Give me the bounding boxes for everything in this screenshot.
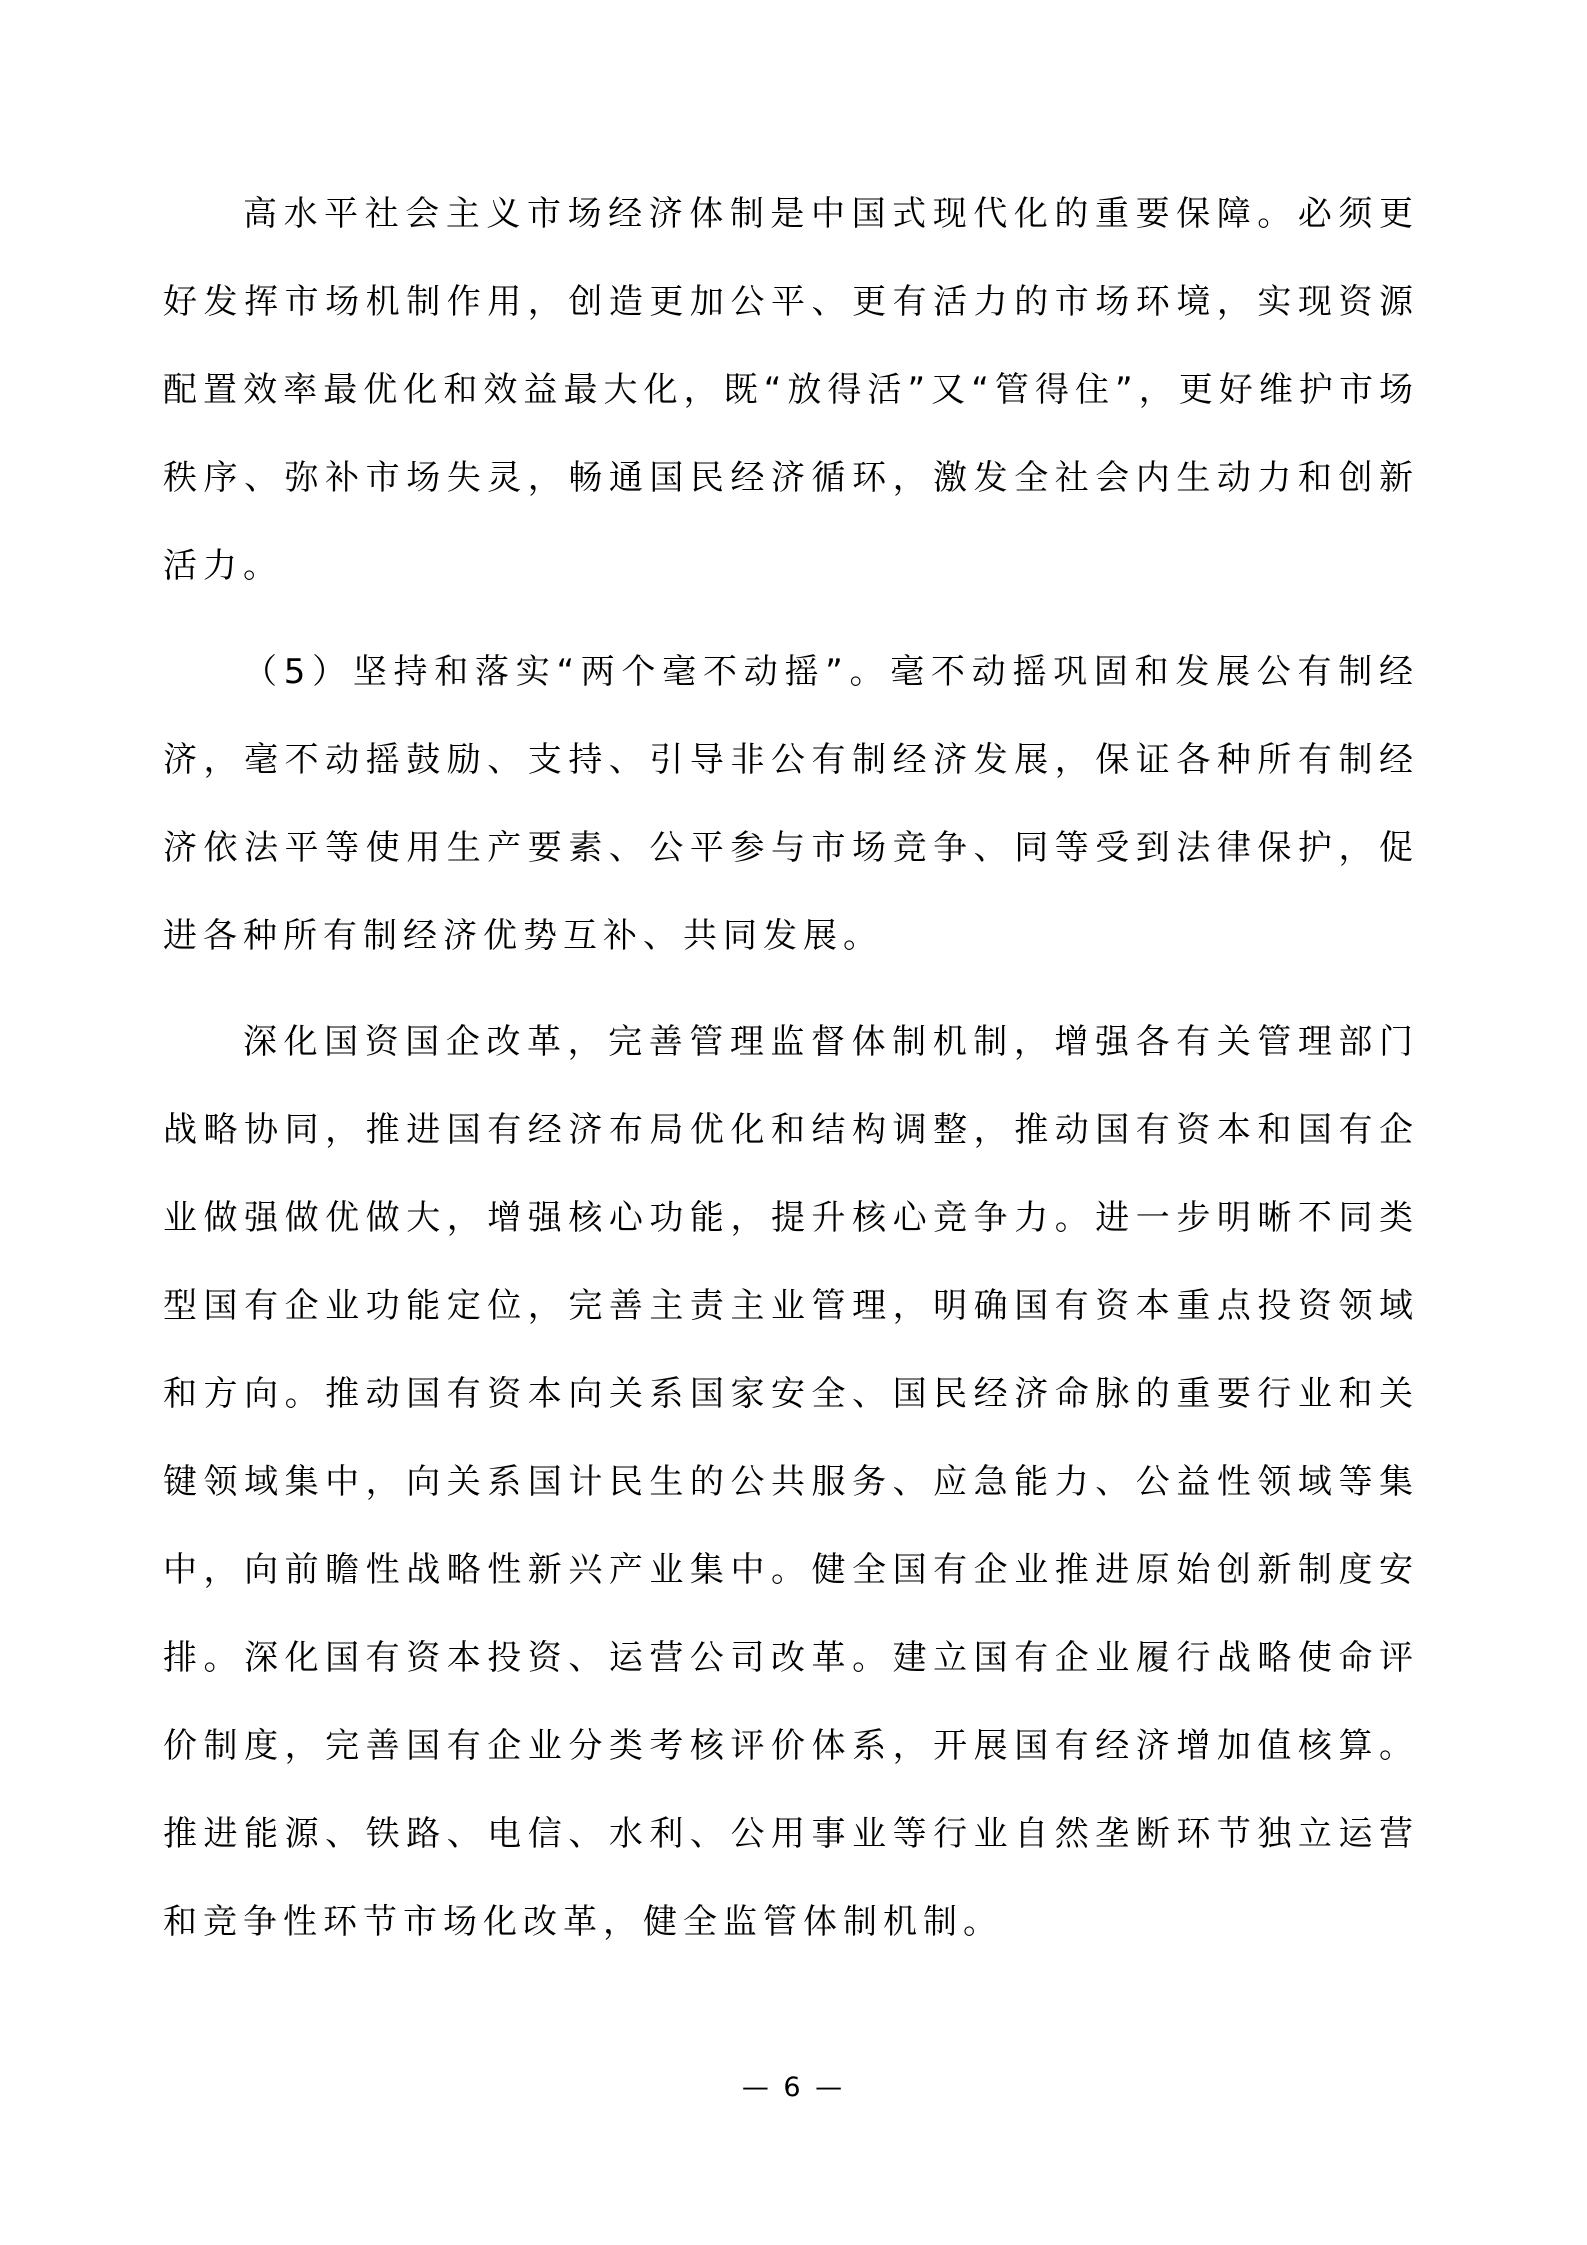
paragraph-market-economy-guarantee: 高水平社会主义市场经济体制是中国式现代化的重要保障。必须更好发挥市场机制作用，创造更加公平、更有活力的市场环境，实现资源配置效率最优化和效益最大化，既“放得活”又“管得住”，更好维护市场秩序、弥补市场失灵，畅通国民经济循环，激发全社会内生动力和创新活力。 <box>163 194 1419 586</box>
paragraph-soe-reform: 深化国资国企改革，完善管理监督体制机制，增强各有关管理部门战略协同，推进国有经济布局优化和结构调整，推动国有资本和国有企业做强做优做大，增强核心功能，提升核心竞争力。进一步明晰不同类型国有企业功能定位，完善主责主业管理，明确国有资本重点投资领域和方向。推动国有资本向关系国家安全、国民经济命脉的重要行业和关键领域集中，向关系国计民生的公共服务、应急能力、公益性领域等集中，向前瞻性战略性新兴产业集中。健全国有企业推进原始创新制度安排。深化国有资本投资、运营公司改革。建立国有企业履行战略使命评价制度，完善国有企业分类考核评价体系，开展国有经济增加值核算。推进能源、铁路、电信、水利、公用事业等行业自然垄断环节独立运营和竞争性环节市场化改革，健全监管体制机制。 <box>163 1022 1419 1942</box>
document-body-text <box>163 170 1419 1984</box>
paragraph-item-5-two-unswervinglys: （5）坚持和落实“两个毫不动摇”。毫不动摇巩固和发展公有制经济，毫不动摇鼓励、支持、引导非公有制经济发展，保证各种所有制经济依法平等使用生产要素、公平参与市场竞争、同等受到法律保护，促进各种所有制经济优势互补、共同发展。 <box>163 652 1419 956</box>
page-number: — 6 — <box>741 2072 846 2103</box>
